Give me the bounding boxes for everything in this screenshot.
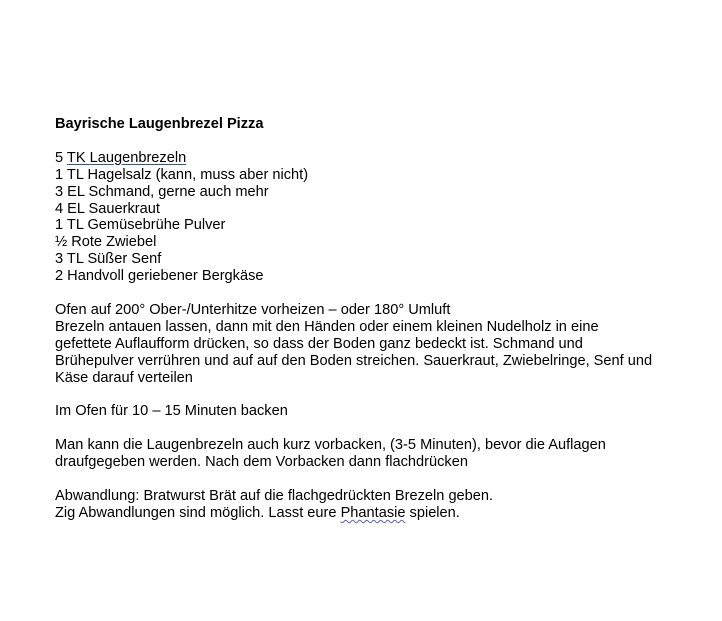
ingredient-quantity: 5 <box>55 149 67 166</box>
smart-tag-text[interactable]: TK Laugenbrezeln <box>66 149 187 166</box>
blank-line <box>55 471 675 488</box>
variation-text: spielen. <box>405 504 460 521</box>
instruction-line: Käse darauf verteilen <box>55 369 193 386</box>
prebake-paragraph <box>55 437 675 471</box>
oven-line: Ofen auf 200° Ober-/Unterhitze vorheizen – oder 180° Umluft <box>55 301 451 318</box>
ingredient-line: ½ Rote Zwiebel <box>55 234 157 251</box>
blank-line <box>55 386 675 403</box>
prebake-line: draufgegeben werden. Nach dem Vorbacken dann flachdrücken <box>55 454 468 471</box>
prebake-line: Man kann die Laugenbrezeln auch kurz vorbacken, (3-5 Minuten), bevor die Auflagen <box>55 437 606 454</box>
variation-line: Abwandlung: Bratwurst Brät auf die flachgedrückten Brezeln geben. <box>55 487 494 504</box>
document-body[interactable] <box>55 116 675 522</box>
ingredient-line: 1 TL Gemüsebrühe Pulver <box>55 217 226 234</box>
ingredient-line: 4 EL Sauerkraut <box>55 200 160 217</box>
blank-line <box>55 420 675 437</box>
instruction-line: gefettete Auflaufform drücken, so dass der Boden ganz bedeckt ist. Schmand und <box>55 335 583 352</box>
ingredient-list <box>55 150 675 285</box>
ingredient-line <box>55 150 675 167</box>
ingredient-line: 3 EL Schmand, gerne auch mehr <box>55 183 269 200</box>
variation-line <box>55 505 675 522</box>
spellcheck-flagged-word[interactable]: Phantasie <box>340 504 406 521</box>
instruction-line: Brühepulver verrühren und auf auf den Boden streichen. Sauerkraut, Zwiebelringe, Senf und <box>55 352 653 369</box>
recipe-title: Bayrische Laugenbrezel Pizza <box>55 116 264 132</box>
variation-paragraph <box>55 488 675 522</box>
ingredient-line: 1 TL Hagelsalz (kann, muss aber nicht) <box>55 166 309 183</box>
blank-line <box>55 285 675 302</box>
ingredient-line: 3 TL Süßer Senf <box>55 251 162 268</box>
ingredient-line: 2 Handvoll geriebener Bergkäse <box>55 268 264 285</box>
instructions-paragraph <box>55 302 675 387</box>
bake-line: Im Ofen für 10 – 15 Minuten backen <box>55 403 288 420</box>
variation-text: Zig Abwandlungen sind möglich. Lasst eure <box>55 504 341 521</box>
instruction-line: Brezeln antauen lassen, dann mit den Händen oder einem kleinen Nudelholz in eine <box>55 318 599 335</box>
blank-line <box>55 133 675 150</box>
